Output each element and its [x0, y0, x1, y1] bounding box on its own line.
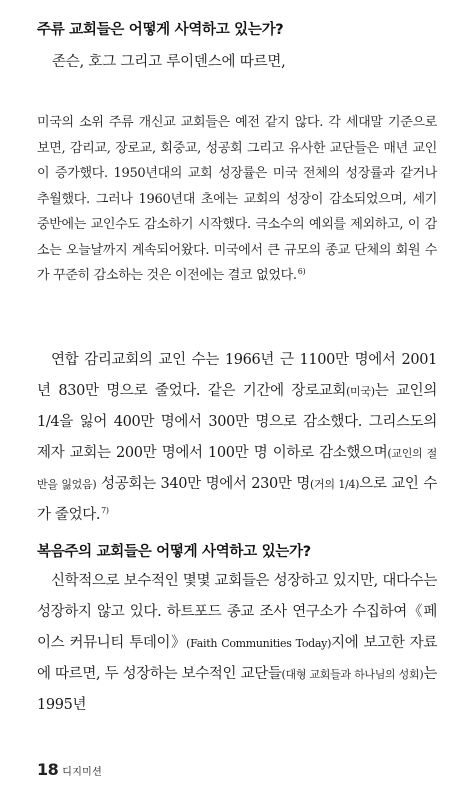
- inline-note: (미국): [346, 385, 375, 398]
- quote-text: 미국의 소위 주류 개신교 교회들은 예전 같지 않다. 각 세대말 기준으로 보면, 감리교, 장로교, 회중교, 성공회 그리고 유사한 교단들은 매년 교인이 증가했다. 1950년대의 교회 성장률은 미국 전체의 성장률과 같거나 추월했다. 그러나 1960년대 초에는 교회의 성장이 감소되었으며, 세기 중반에는 교인수도 감소하기 시작했다. 극소수의 예외를 제외하고, 이 감소는 오늘날까지 계속되어왔다. 미국에서 큰 규모의 종교 단체의 회원 수가 꾸준히 감소하는 것은 이전에는 결코 없었다.: [37, 115, 437, 283]
- paragraph-text: 신학적으로 보수적인 몇몇 교회들은 성장하고 있지만, 대다수는 성장하지 않고 있다. 하트포드 종교 조사 연구소가 수집하여《페이스 커뮤니티 투데이》: [37, 573, 437, 651]
- paragraph-text: 지에 보고한 자료에 따르면, 두 성장하는 보수적인 교단들: [37, 635, 437, 682]
- block-quote: [37, 110, 437, 289]
- paragraph-text: 는 1995년: [37, 666, 437, 713]
- paragraph-text: 연합 감리교회의 교인 수는 1966년 근 1100만 명에서 2001년 830만 명으로 줄었다. 같은 기간에 장로교회: [37, 352, 437, 399]
- inline-note: (Faith Communities Today): [186, 637, 332, 650]
- page-number: 18: [37, 760, 59, 779]
- section-heading-mainline: 주류 교회들은 어떻게 사역하고 있는가?: [37, 22, 284, 38]
- paragraph-evangelical: [37, 566, 437, 721]
- paragraph-membership-decline: [37, 345, 437, 531]
- paragraph-text: 으로 교인 수가 줄었다.: [37, 476, 437, 523]
- inline-note: (거의 1/4): [310, 478, 360, 491]
- paragraph-text: 성공회는 340만 명에서 230만 명: [96, 476, 311, 492]
- inline-note: (교인의 절반을 잃었음): [37, 447, 437, 491]
- intro-line: 존슨, 호그 그리고 루이덴스에 따르면,: [52, 54, 286, 70]
- paragraph-text: 는 교인의 1/4을 잃어 400만 명에서 300만 명으로 감소했다. 그리스도의 제자 교회는 200만 명에서 100만 명 이하로 감소했으며: [37, 383, 437, 461]
- footnote-marker: 6): [297, 266, 306, 276]
- inline-note: (대형 교회들과 하나님의 성회): [281, 668, 424, 681]
- page-footer: [37, 760, 102, 779]
- section-heading-evangelical: 복음주의 교회들은 어떻게 사역하고 있는가?: [37, 544, 311, 560]
- running-title: 디지미션: [62, 767, 103, 778]
- footnote-marker: 7): [101, 506, 109, 516]
